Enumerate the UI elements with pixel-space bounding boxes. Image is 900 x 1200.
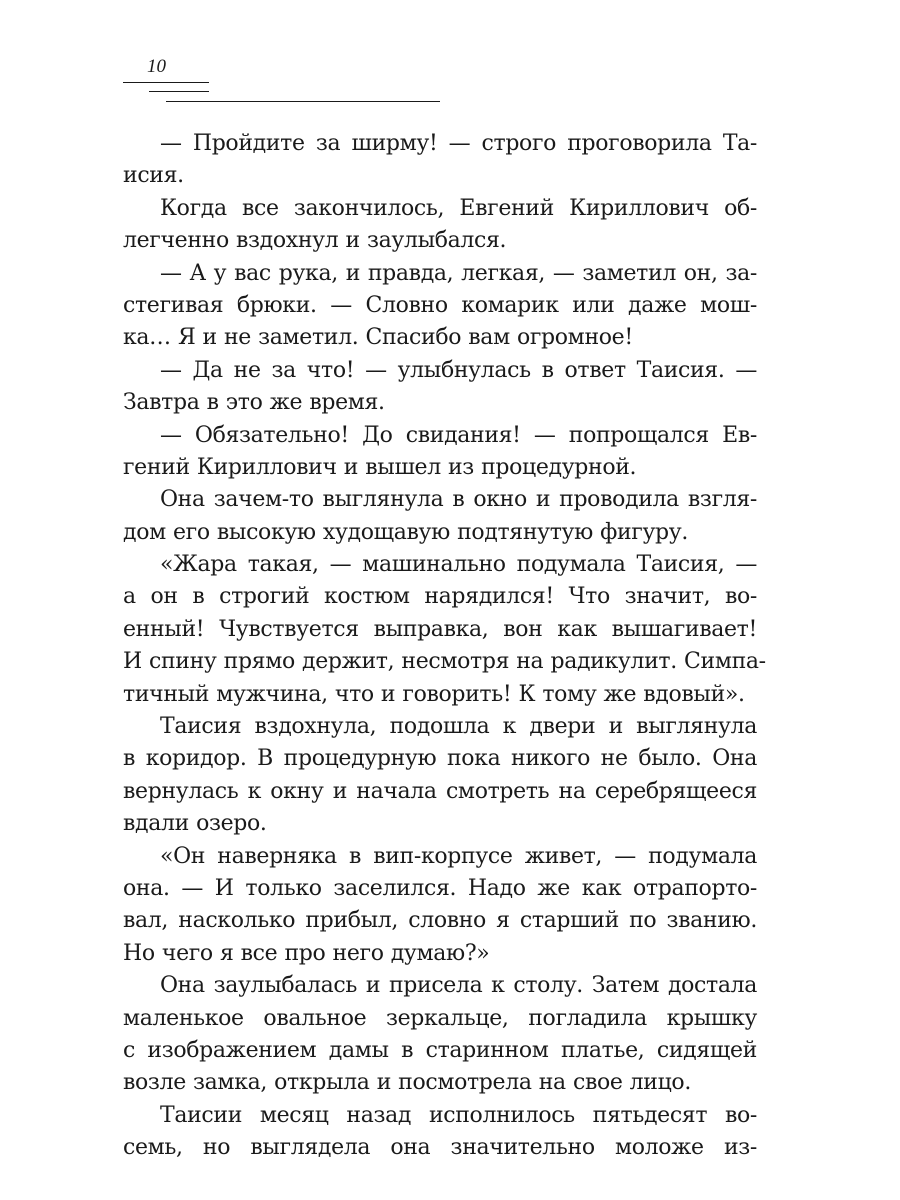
text-line: стегивая брюки. — Словно комарик или даже мош- <box>123 292 757 318</box>
text-line: исия. <box>123 163 184 189</box>
text-line: вдали озеро. <box>123 811 267 837</box>
text-line: Но чего я все про него думаю?» <box>123 940 490 966</box>
text-line: — Пройдите за ширму! — строго проговорила Та- <box>160 131 757 156</box>
text-line: в коридор. В процедурную пока никого не было. Она <box>123 746 757 772</box>
header-rule-top <box>123 82 209 83</box>
text-line: «Жара такая, — машинально подумала Таисия, — <box>160 552 757 578</box>
text-line: с изображением дамы в старинном платье, сидящей <box>123 1037 757 1063</box>
text-line: енный! Чувствуется выправка, вон как вышагивает! <box>123 616 757 642</box>
text-line: Когда все закончилось, Евгений Кириллович об- <box>160 195 757 221</box>
text-line: тичный мужчина, что и говорить! К тому же вдовый». <box>123 681 745 707</box>
text-line: Она заулыбалась и присела к столу. Затем достала <box>160 973 757 999</box>
text-line: — Да не за что! — улыбнулась в ответ Таисия. — <box>160 357 757 383</box>
text-line: — Обязательно! До свидания! — попрощался Ев- <box>160 422 757 448</box>
text-line: гений Кириллович и вышел из процедурной. <box>123 454 637 480</box>
header-rule-middle <box>149 91 209 92</box>
text-line: Таисия вздохнула, подошла к двери и выглянула <box>160 714 757 740</box>
text-line: Таисии месяц назад исполнилось пятьдесят во- <box>160 1102 757 1128</box>
text-line: Она зачем-то выглянула в окно и проводила взгля- <box>160 487 757 513</box>
text-line: Завтра в это же время. <box>123 390 385 416</box>
text-line: легченно вздохнул и заулыбался. <box>123 228 507 254</box>
text-line: И спину прямо держит, несмотря на радикулит. Симпа- <box>123 649 766 675</box>
text-line: вернулась к окну и начала смотреть на серебрящееся <box>123 778 757 804</box>
text-line: возле замка, открыла и посмотрела на свое лицо. <box>123 1070 691 1096</box>
page-header <box>0 0 900 110</box>
text-line: вал, насколько прибыл, словно я старший по званию. <box>123 908 757 934</box>
text-line: семь, но выглядела она значительно моложе из- <box>123 1135 757 1161</box>
text-line: а он в строгий костюм нарядился! Что значит, во- <box>123 584 757 610</box>
text-line: — А у вас рука, и правда, легкая, — заметил он, за- <box>160 260 757 286</box>
header-rule-long <box>166 101 440 102</box>
text-line: она. — И только заселился. Надо же как отрапорто- <box>123 875 757 901</box>
text-line: маленькое овальное зеркальце, погладила крышку <box>123 1005 757 1031</box>
text-line: «Он наверняка в вип-корпусе живет, — подумала <box>160 843 757 869</box>
body-text <box>123 128 766 1165</box>
text-line: ка… Я и не заметил. Спасибо вам огромное! <box>123 325 633 351</box>
text-line: дом его высокую худощавую подтянутую фигуру. <box>123 519 689 545</box>
page-number: 10 <box>147 56 166 77</box>
